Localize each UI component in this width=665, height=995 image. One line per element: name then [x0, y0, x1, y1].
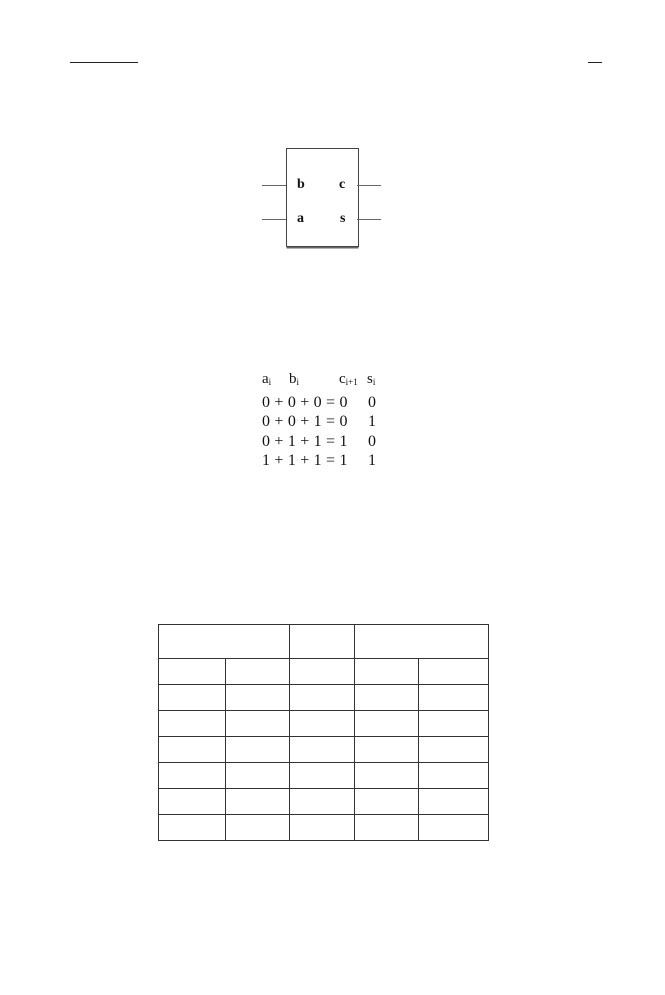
input-wire-a: [262, 219, 286, 220]
table-header-cell: [354, 625, 488, 659]
table-cell: [290, 711, 354, 737]
table-cell: [418, 815, 488, 841]
equation-sum: 0: [368, 432, 376, 450]
pin-label-a: a: [297, 211, 304, 226]
table-cell: [226, 659, 290, 685]
table-cell: [159, 685, 226, 711]
table-cell: [159, 737, 226, 763]
table-row: [159, 659, 489, 685]
table-row: [159, 763, 489, 789]
table-header-cell: [159, 625, 290, 659]
table-cell: [159, 815, 226, 841]
table-body: [159, 659, 489, 841]
input-wire-b: [262, 185, 286, 186]
addition-equations: [262, 370, 382, 471]
table-cell: [418, 763, 488, 789]
table-cell: [290, 737, 354, 763]
equation-row: [262, 393, 382, 413]
header-rule-right: [588, 62, 602, 63]
table-header-row: [159, 625, 489, 659]
table-cell: [290, 789, 354, 815]
table-cell: [354, 711, 418, 737]
table-cell: [226, 815, 290, 841]
full-adder-block-diagram: [262, 148, 382, 250]
header-a: $a_i$: [262, 371, 272, 387]
table-cell: [226, 711, 290, 737]
pin-label-c: c: [339, 177, 346, 192]
table-header-cell: [290, 625, 354, 659]
header-s: $s_i$: [367, 371, 376, 387]
table-cell: [418, 685, 488, 711]
table-row: [159, 685, 489, 711]
output-wire-s: [357, 219, 381, 220]
table-cell: [226, 763, 290, 789]
table-cell: [159, 789, 226, 815]
equation-headers: [262, 370, 382, 393]
table-cell: [354, 659, 418, 685]
table-cell: [418, 711, 488, 737]
table-cell: [354, 815, 418, 841]
table-cell: [226, 789, 290, 815]
table-cell: [159, 763, 226, 789]
output-wire-c: [357, 185, 381, 186]
equation-sum: 1: [368, 413, 376, 430]
table-row: [159, 815, 489, 841]
table-cell: [418, 737, 488, 763]
equation-expression: 1 + 1 + 1 = 1: [262, 452, 348, 469]
header-b: $b_i$: [289, 371, 300, 387]
equation-row: [262, 451, 382, 471]
table-cell: [354, 685, 418, 711]
header-rule-left: [70, 62, 138, 63]
equation-expression: 0 + 1 + 1 = 1: [262, 432, 348, 450]
table-cell: [418, 659, 488, 685]
table-cell: [290, 815, 354, 841]
equation-sum: 1: [368, 452, 376, 469]
equation-expression: 0 + 0 + 1 = 0: [262, 413, 348, 430]
table-cell: [418, 789, 488, 815]
table-cell: [159, 711, 226, 737]
table-cell: [354, 763, 418, 789]
table-cell: [290, 659, 354, 685]
equation-row: [262, 432, 382, 452]
table-cell: [159, 659, 226, 685]
table-cell: [290, 685, 354, 711]
header-c: $c_{i+1}$: [339, 371, 358, 387]
pin-label-b: b: [297, 177, 305, 192]
table-cell: [226, 685, 290, 711]
table-row: [159, 737, 489, 763]
table-row: [159, 789, 489, 815]
table-row: [159, 711, 489, 737]
pin-label-s: s: [340, 211, 346, 226]
equation-row: [262, 412, 382, 432]
table-cell: [354, 737, 418, 763]
adder-block: [286, 148, 359, 247]
equation-sum: 0: [368, 393, 376, 411]
table-cell: [226, 737, 290, 763]
equation-expression: 0 + 0 + 0 = 0: [262, 393, 348, 411]
truth-table: [158, 624, 489, 841]
table-cell: [290, 763, 354, 789]
table-cell: [354, 789, 418, 815]
